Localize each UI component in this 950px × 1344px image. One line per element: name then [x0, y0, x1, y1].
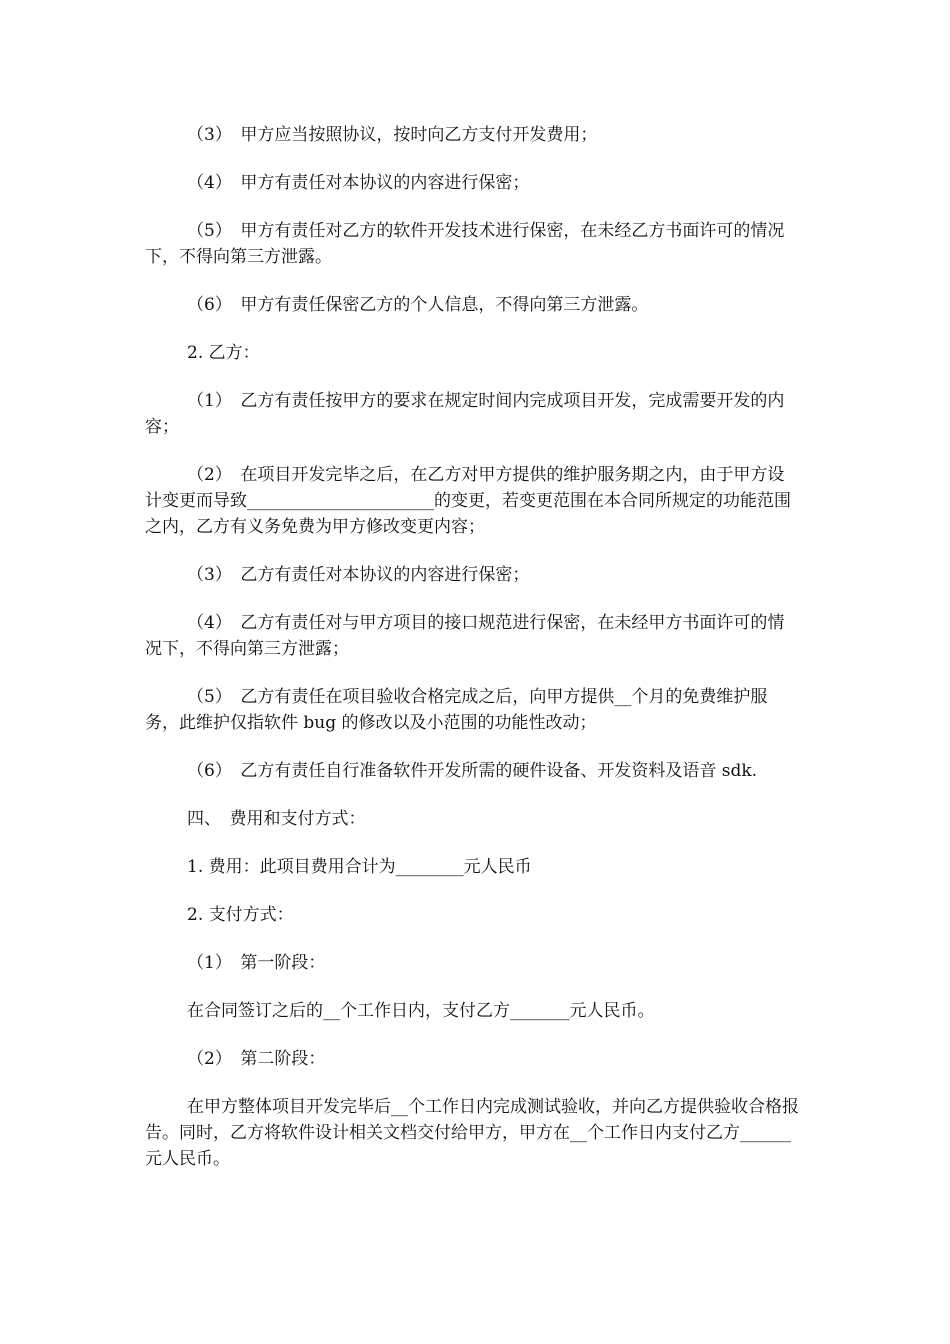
paragraph-yi-2: （2） 在项目开发完毕之后，在乙方对甲方提供的维护服务期之内，由于甲方设计变更而导致______________________的变更，若变更范围在本合同所规定的功能范围之内，乙方有义务免费为甲方修改变更内容； [145, 465, 791, 537]
paragraph-yi-1: （1） 乙方有责任按甲方的要求在规定时间内完成项目开发，完成需要开发的内容； [145, 391, 785, 437]
paragraph-stage-2-body: 在甲方整体项目开发完毕后__个工作日内完成测试验收，并向乙方提供验收合格报告。同时，乙方将软件设计相关文档交付给甲方，甲方在__个工作日内支付乙方______元人民币。 [145, 1097, 799, 1169]
paragraph-yi-5: （5） 乙方有责任在项目验收合格完成之后，向甲方提供__个月的免费维护服务，此维护仅指软件 bug 的修改以及小范围的功能性改动； [145, 687, 768, 733]
paragraph-jia-3: （3） 甲方应当按照协议，按时向乙方支付开发费用； [187, 125, 598, 145]
paragraph-yi-6: （6） 乙方有责任自行准备软件开发所需的硬件设备、开发资料及语音 sdk. [187, 761, 758, 781]
section-heading-fees: 四、 费用和支付方式： [187, 809, 366, 829]
paragraph-stage-1-body: 在合同签订之后的__个工作日内，支付乙方_______元人民币。 [187, 1001, 655, 1021]
paragraph-jia-4: （4） 甲方有责任对本协议的内容进行保密； [187, 173, 530, 193]
paragraph-jia-6: （6） 甲方有责任保密乙方的个人信息，不得向第三方泄露。 [187, 295, 649, 315]
paragraph-stage-1-heading: （1） 第一阶段： [187, 953, 326, 973]
paragraph-yi-4: （4） 乙方有责任对与甲方项目的接口规范进行保密，在未经甲方书面许可的情况下，不得向第三方泄露； [145, 613, 785, 659]
paragraph-fee-total: 1. 费用：此项目费用合计为________元人民币 [187, 857, 532, 877]
paragraph-payment-method: 2. 支付方式： [187, 905, 294, 925]
document-body [145, 122, 800, 1194]
paragraph-stage-2-heading: （2） 第二阶段： [187, 1049, 326, 1069]
paragraph-yi-3: （3） 乙方有责任对本协议的内容进行保密； [187, 565, 530, 585]
paragraph-jia-5: （5） 甲方有责任对乙方的软件开发技术进行保密，在未经乙方书面许可的情况下，不得向第三方泄露。 [145, 221, 785, 267]
section-heading-yi: 2. 乙方： [187, 343, 260, 363]
